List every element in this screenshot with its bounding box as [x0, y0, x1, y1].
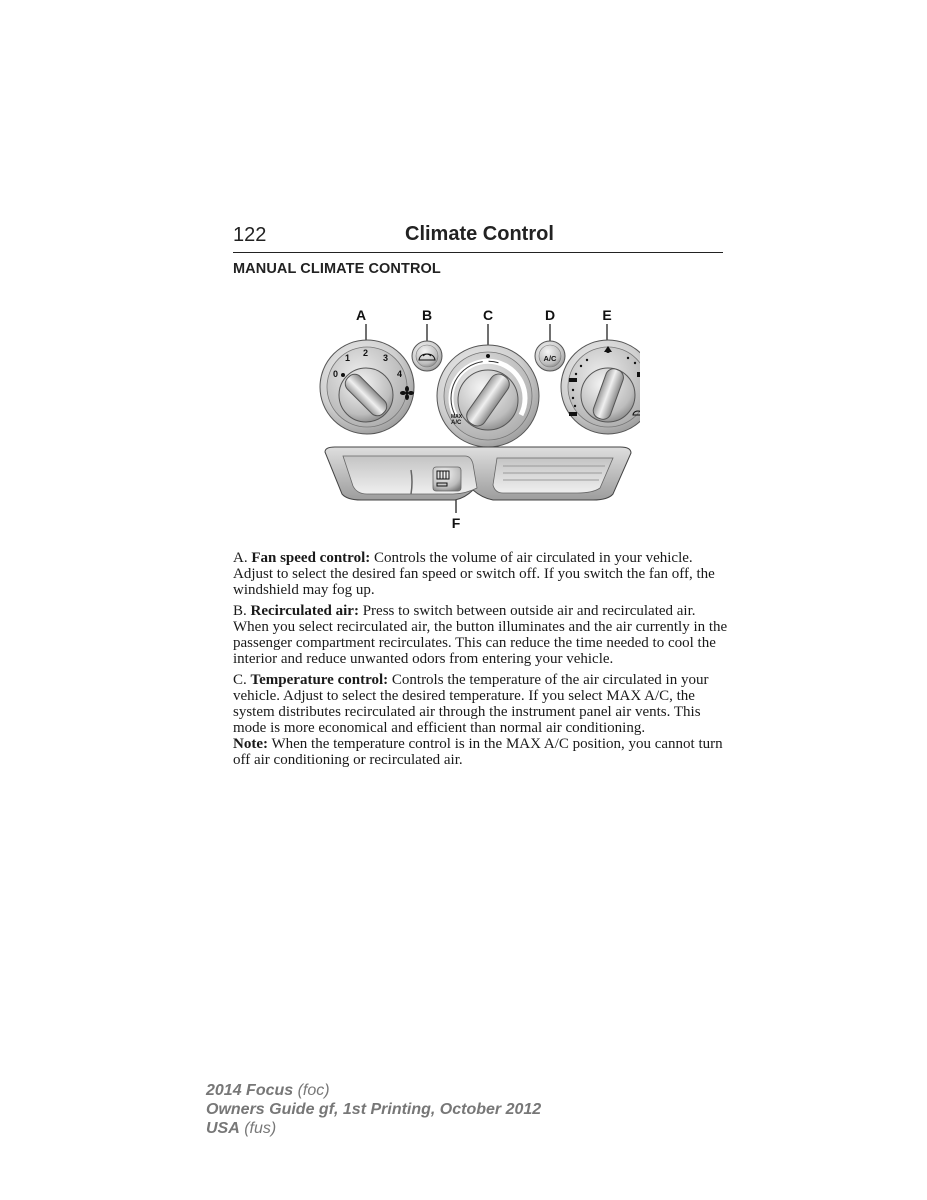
- callout-f: F: [451, 515, 461, 531]
- max-ac-label: A/C: [451, 420, 462, 426]
- item-term: Fan speed control:: [251, 550, 371, 566]
- item-c: [233, 672, 728, 736]
- callout-a: A: [355, 307, 367, 323]
- page-footer: [206, 1081, 541, 1138]
- floor-vent-icon: [569, 412, 577, 416]
- fan-speed-1: 1: [345, 353, 351, 363]
- ac-button-label: A/C: [543, 354, 557, 363]
- body-text: [233, 550, 728, 773]
- item-b: [233, 603, 728, 667]
- note-text: When the temperature control is in the MAX A/C position, you cannot turn off air conditioning or recirculated air.: [233, 736, 723, 768]
- item-term: Temperature control:: [250, 672, 389, 688]
- fan-speed-0: 0: [333, 369, 339, 379]
- fan-speed-4: 4: [397, 369, 403, 379]
- item-prefix: A.: [233, 550, 248, 566]
- callout-c: C: [482, 307, 494, 323]
- item-text: Controls the temperature of the air circulated in your vehicle. Adjust to select the desired temperature. If you select MAX A/C, the system distributes recirculated air through the instrument panel air vents. This mode is more economical and efficient than normal air conditioning.: [233, 672, 709, 736]
- rear-defrost-button[interactable]: [433, 467, 461, 491]
- temperature-knob[interactable]: [437, 345, 539, 447]
- item-a: [233, 550, 728, 598]
- footer-line-2: Owners Guide gf, 1st Printing, October 2012: [206, 1101, 542, 1118]
- callout-d: D: [544, 307, 556, 323]
- air-distribution-knob[interactable]: [561, 340, 640, 434]
- fan-speed-3: 3: [383, 353, 389, 363]
- fan-speed-2: 2: [363, 348, 369, 358]
- callout-e: E: [602, 307, 612, 323]
- climate-control-figure: [315, 300, 640, 535]
- item-term: Recirculated air:: [250, 603, 359, 619]
- recirculated-air-button[interactable]: [412, 341, 442, 371]
- lower-control-panel: [325, 447, 631, 500]
- item-prefix: C.: [233, 672, 247, 688]
- ac-button[interactable]: [535, 341, 565, 371]
- footer-model-code: (foc): [293, 1082, 330, 1099]
- item-text: Controls the volume of air circulated in your vehicle. Adjust to select the desired fan speed or switch off. If you switch the fan off, the windshield may fog up.: [233, 550, 715, 598]
- chapter-title: Climate Control: [405, 223, 554, 245]
- item-prefix: B.: [233, 603, 247, 619]
- floor-vent-icon: [569, 378, 577, 382]
- footer-line-3: [206, 1119, 541, 1138]
- page-number: 122: [233, 224, 267, 246]
- mix-vent-icon: [637, 372, 640, 377]
- callout-b: B: [421, 307, 433, 323]
- max-label: MAX: [451, 414, 463, 420]
- footer-line-1: [206, 1081, 541, 1100]
- footer-market: USA: [206, 1120, 240, 1137]
- note: [233, 736, 728, 768]
- page-header: [233, 222, 723, 253]
- footer-market-code: (fus): [239, 1120, 277, 1137]
- note-term: Note:: [233, 736, 268, 752]
- item-text: Press to switch between outside air and recirculated air. When you select recirculated air, the button illuminates and the air currently in the passenger compartment recirculates. This can reduce the time needed to cool the interior and reduce unwanted odors from entering your vehicle.: [233, 603, 728, 667]
- footer-model: 2014 Focus: [206, 1082, 294, 1099]
- section-title: MANUAL CLIMATE CONTROL: [233, 261, 441, 277]
